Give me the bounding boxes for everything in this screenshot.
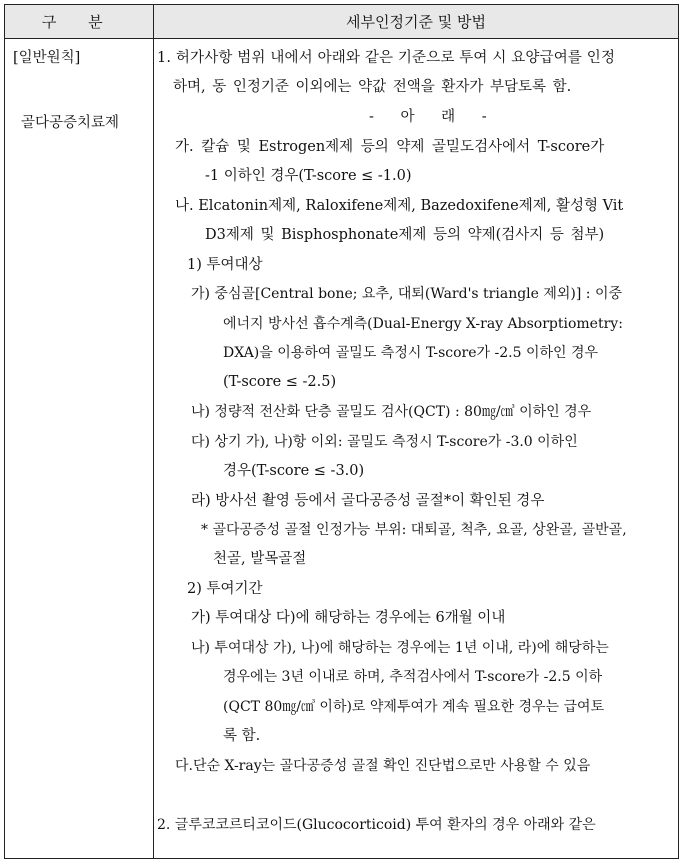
text-line: 가) 중심골[Central bone; 요추, 대퇴(Ward's triangle 제외)] : 이중	[191, 286, 623, 302]
text-line: -1 이하인 경우(T-score ≤ -1.0)	[205, 168, 412, 184]
text-line: 경우(T-score ≤ -3.0)	[223, 463, 365, 479]
text-line: 1. 허가사항 범위 내에서 아래와 같은 기준으로 투여 시 요양급여를 인정	[157, 50, 616, 66]
header-criteria: 세부인정기준 및 방법	[346, 13, 486, 31]
text-line: 가. 칼슘 및 Estrogen제제 등의 약제 골밀도검사에서 T-score가	[175, 139, 605, 155]
text-line: 하며, 동 인정기준 이외에는 약값 전액을 환자가 부담토록 함.	[173, 79, 572, 95]
text-line: 나) 정량적 전산화 단층 골밀도 검사(QCT) : 80㎎/㎤ 이하인 경우	[191, 404, 592, 420]
text-line: 다) 상기 가), 나)항 이외: 골밀도 측정시 T-score가 -3.0 이하인	[191, 434, 578, 450]
text-line: 다.단순 X-ray는 골다공증성 골절 확인 진단법으로만 사용할 수 있음	[175, 758, 591, 774]
text-line: 2) 투여기간	[187, 581, 263, 597]
text-line: 나) 투여대상 가), 나)에 해당하는 경우에는 1년 이내, 라)에 해당하는	[191, 640, 609, 656]
category-osteoporosis: 골다공증치료제	[21, 115, 120, 131]
text-line: (T-score ≤ -2.5)	[223, 374, 337, 390]
column-divider	[153, 38, 154, 858]
text-line: 2. 글루코코르티코이드(Glucocorticoid) 투여 환자의 경우 아래와 같은	[157, 817, 596, 833]
table-header	[5, 5, 678, 39]
text-line: DXA)을 이용하여 골밀도 측정시 T-score가 -2.5 이하인 경우	[223, 345, 599, 361]
category-general: [일반원칙]	[13, 50, 81, 66]
text-line: (QCT 80㎎/㎤ 이하)로 약제투여가 계속 필요한 경우는 급여토	[223, 699, 605, 715]
text-line: 에너지 방사선 흡수계측(Dual-Energy X-ray Absorptiometry:	[223, 316, 623, 332]
text-line: 나. Elcatonin제제, Raloxifene제제, Bazedoxifene제제, 활성형 Vit	[175, 198, 624, 214]
text-line: 가) 투여대상 다)에 해당하는 경우에는 6개월 이내	[191, 610, 506, 626]
text-line: * 골다공증성 골절 인정가능 부위: 대퇴골, 척추, 요골, 상완골, 골반골,	[201, 522, 627, 538]
header-category: 구 분	[5, 5, 154, 38]
text-line: 라) 방사선 촬영 등에서 골다공증성 골절*이 확인된 경우	[191, 493, 545, 509]
text-line: 경우에는 3년 이내로 하며, 추적검사에서 T-score가 -2.5 이하	[223, 669, 603, 685]
text-line: 록 함.	[223, 728, 261, 744]
text-line: 천골, 발목골절	[213, 551, 307, 567]
text-line: 1) 투여대상	[187, 257, 263, 273]
criteria-table	[4, 4, 679, 859]
text-line: D3제제 및 Bisphosphonate제제 등의 약제(검사지 등 첨부)	[205, 227, 605, 243]
text-line: - 아 래 -	[369, 109, 487, 125]
